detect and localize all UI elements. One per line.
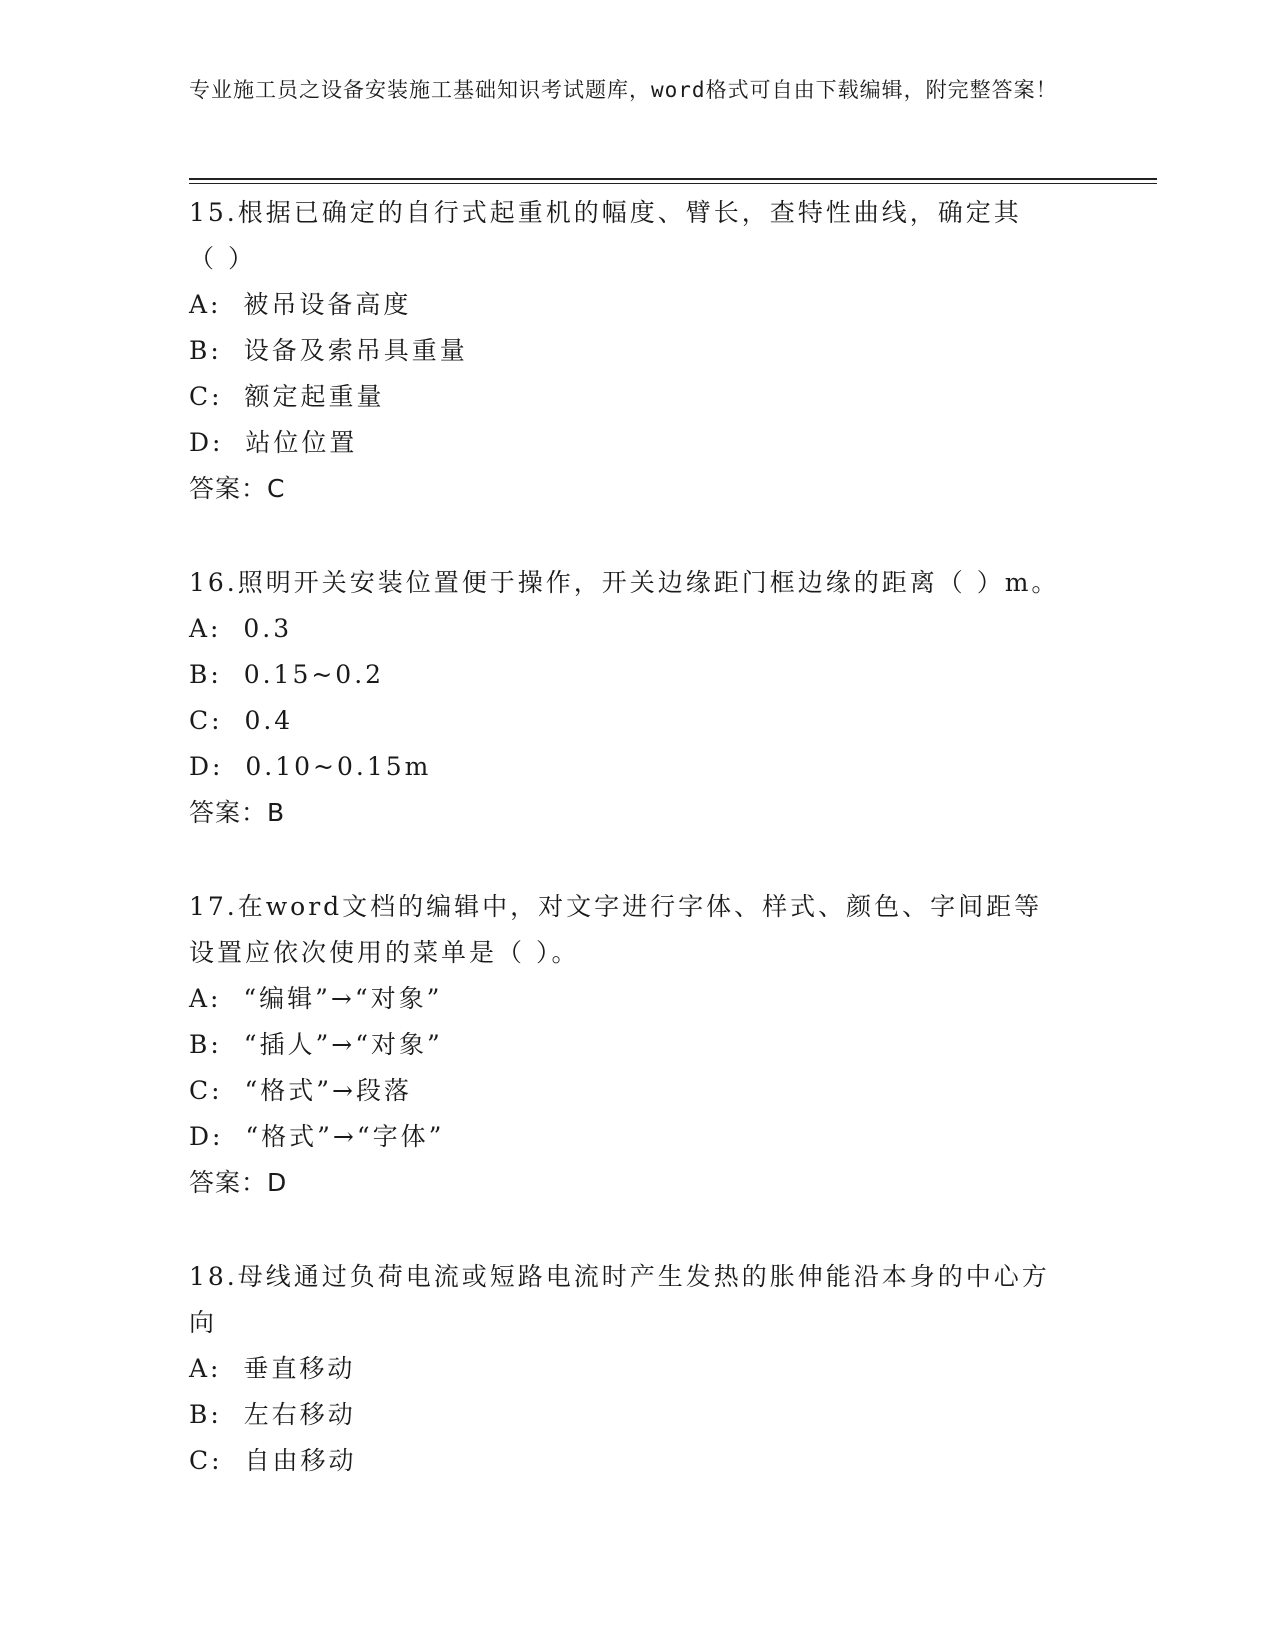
question-text: 18.母线通过负荷电流或短路电流时产生发热的胀伸能沿本身的中心方向: [189, 1262, 1050, 1337]
option-a: A: 垂直移动: [189, 1354, 356, 1383]
option-c: C: 自由移动: [189, 1446, 357, 1475]
option-b: B: “插人”→“对象”: [189, 1030, 443, 1059]
header-divider: [189, 178, 1157, 180]
option-c: C: 额定起重量: [189, 382, 385, 411]
option-d: D: 站位位置: [189, 428, 358, 457]
answer-line: 答案：C: [189, 474, 286, 503]
option-a: A: 被吊设备高度: [189, 290, 412, 319]
document-header: 专业施工员之设备安装施工基础知识考试题库，word格式可自由下载编辑，附完整答案！: [189, 78, 1058, 102]
question-17: [189, 884, 1089, 1206]
option-b: B: 设备及索吊具重量: [189, 336, 468, 365]
answer-line: 答案：D: [189, 1168, 288, 1197]
option-b: B: 左右移动: [189, 1400, 356, 1429]
header-divider-thin: [189, 183, 1157, 184]
option-c: C: 0.4: [189, 706, 294, 735]
question-list: [189, 190, 1089, 1532]
question-text: 15.根据已确定的自行式起重机的幅度、臂长，查特性曲线，确定其（ ）: [189, 198, 1022, 273]
question-15: [189, 190, 1089, 512]
question-text: 17.在word文档的编辑中，对文字进行字体、样式、颜色、字间距等设置应依次使用的菜单是（ ）。: [189, 892, 1043, 967]
option-c: C: “格式”→段落: [189, 1076, 412, 1105]
option-d: D: “格式”→“字体”: [189, 1122, 445, 1151]
option-a: A: “编辑”→“对象”: [189, 984, 443, 1013]
question-16: [189, 560, 1089, 836]
option-a: A: 0.3: [189, 614, 293, 643]
question-text: 16.照明开关安装位置便于操作，开关边缘距门框边缘的距离（ ）m。: [189, 568, 1060, 597]
option-b: B: 0.15~0.2: [189, 660, 385, 689]
question-18: [189, 1254, 1089, 1484]
option-d: D: 0.10~0.15m: [189, 752, 432, 781]
answer-line: 答案：B: [189, 798, 286, 827]
